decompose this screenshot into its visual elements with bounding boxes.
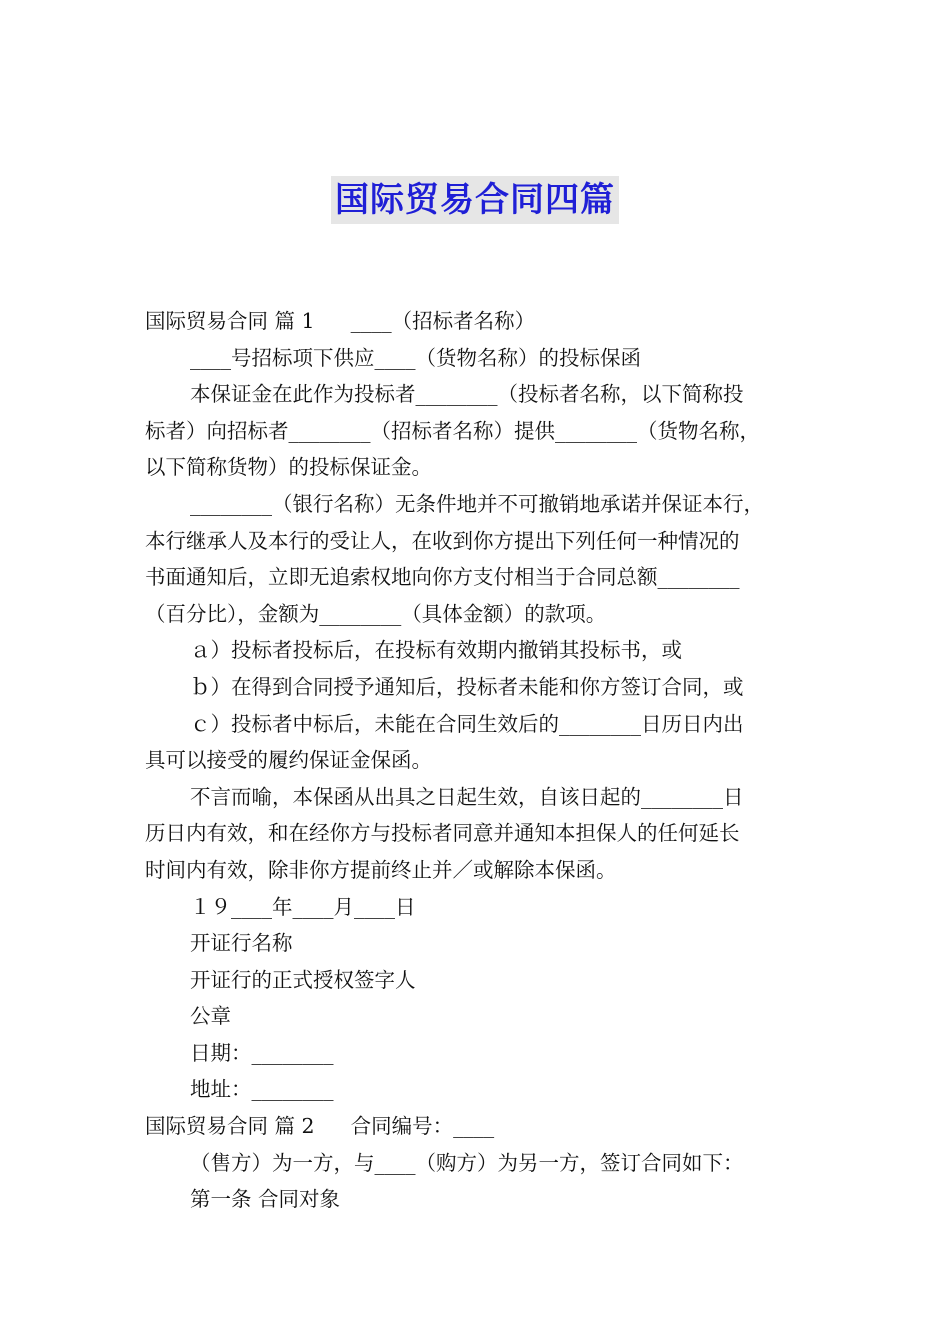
paragraph-line: 以下简称货物）的投标保证金。 bbox=[145, 455, 432, 480]
date-field-line: 日期：________ bbox=[190, 1040, 334, 1065]
paragraph-line: （售方）为一方，与____（购方）为另一方，签订合同如下： bbox=[190, 1150, 744, 1175]
article-heading-line: 第一条 合同对象 bbox=[190, 1187, 341, 1212]
paragraph-line: ａ）投标者投标后，在投标有效期内撤销其投标书，或 bbox=[190, 638, 682, 663]
section-heading: 国际贸易合同 篇 2 bbox=[145, 1114, 315, 1139]
line-text: ____（招标者名称） bbox=[350, 309, 536, 333]
paragraph-line: 历日内有效，和在经你方与投标者同意并通知本担保人的任何延长 bbox=[145, 821, 740, 846]
address-field-line: 地址：________ bbox=[190, 1077, 334, 1102]
date-line: １９____年____月____日 bbox=[190, 894, 416, 919]
document-body bbox=[145, 303, 813, 1218]
document-title: 国际贸易合同四篇 bbox=[331, 176, 619, 224]
paragraph-line: 不言而喻，本保函从出具之日起生效，自该日起的________日 bbox=[190, 784, 744, 809]
paragraph-line: 本保证金在此作为投标者________（投标者名称，以下简称投 bbox=[190, 382, 744, 407]
issuing-bank-line: 开证行名称 bbox=[190, 931, 293, 956]
section-heading: 国际贸易合同 篇 1 bbox=[145, 309, 315, 333]
paragraph-line bbox=[145, 1108, 813, 1145]
paragraph-line: ｂ）在得到合同授予通知后，投标者未能和你方签订合同，或 bbox=[190, 674, 744, 699]
paragraph-line: ｃ）投标者中标后，未能在合同生效后的________日历日内出 bbox=[190, 711, 744, 736]
paragraph-line: 本行继承人及本行的受让人，在收到你方提出下列任何一种情况的 bbox=[145, 528, 740, 553]
paragraph-line: ____号招标项下供应____（货物名称）的投标保函 bbox=[190, 345, 641, 370]
seal-line: 公章 bbox=[190, 1004, 231, 1029]
paragraph-line: ________（银行名称）无条件地并不可撤销地承诺并保证本行， bbox=[190, 491, 764, 516]
title-block bbox=[0, 176, 950, 224]
paragraph-line: 书面通知后，立即无追索权地向你方支付相当于合同总额________ bbox=[145, 565, 740, 590]
signatory-line: 开证行的正式授权签字人 bbox=[190, 967, 416, 992]
paragraph-line bbox=[145, 303, 813, 340]
paragraph-line: 时间内有效，除非你方提前终止并／或解除本保函。 bbox=[145, 857, 617, 882]
paragraph-line: （百分比），金额为________（具体金额）的款项。 bbox=[145, 601, 607, 626]
line-text: 合同编号：____ bbox=[350, 1114, 495, 1139]
paragraph-line: 标者）向招标者________（招标者名称）提供________（货物名称， bbox=[145, 418, 760, 443]
paragraph-line: 具可以接受的履约保证金保函。 bbox=[145, 748, 432, 773]
